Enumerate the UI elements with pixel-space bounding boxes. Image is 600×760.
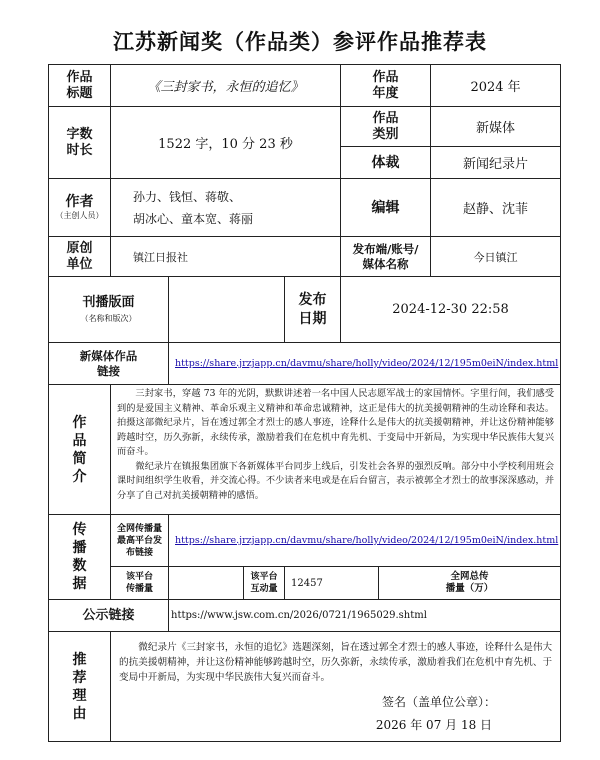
length-value: 1522 字，10 分 23 秒 [111,107,341,179]
genre-value: 新闻纪录片 [431,147,561,179]
row-unit [49,237,561,277]
row-authors [49,179,561,237]
recommendation-table [48,64,561,742]
total-spread-label: 全网总传 播量（万） [379,567,561,600]
row-summary [49,385,561,515]
row-title-year [49,65,561,107]
unit-value: 镇江日报社 [111,237,341,277]
platform-interact-value: 12457 [285,567,379,600]
platform-interact-label: 该平台 互动量 [243,567,284,599]
row-public-link [49,600,561,632]
platform-spread-label: 该平台 传播量 [111,567,169,600]
editors-value: 赵静、沈菲 [431,179,561,237]
work-title-value: 《三封家书，永恒的追忆》 [111,65,341,107]
top-platform-link[interactable]: https://share.jrzjapp.cn/davmu/share/holly/video/2024/12/195m0eiN/index.html [169,515,561,567]
length-label: 字数 时长 [49,107,111,179]
category-label: 作品 类别 [341,107,431,147]
newmedia-link[interactable]: https://share.jrzjapp.cn/davmu/share/holly/video/2024/12/195m0eiN/index.html [169,343,561,385]
page-title: 江苏新闻奖（作品类）参评作品推荐表 [113,29,487,54]
row-spread-numbers [49,567,561,600]
author-label: 作者 （主创人员） [49,179,111,237]
row-reason [49,632,561,742]
summary-paragraph-2: 微纪录片在镇报集团旗下各新媒体平台同步上线后，引发社会各界的强烈反响。部分中小学校利用班会课时间组织学生收看，并交流心得。不少读者来电或是在后台留言，表示被郭全才烈士的故事深深感动，并分享了自己对抗美援朝精神的感悟。 [117,460,555,501]
public-link[interactable]: https://www.jsw.com.cn/2026/0721/1965029.shtml [169,600,561,632]
unit-label: 原创 单位 [49,237,111,277]
work-title-label: 作品 标题 [49,65,111,107]
sign-date: 2026 年 07 月 18 日 [375,718,493,732]
spread-label: 传 播 数 据 [49,515,111,600]
category-value: 新媒体 [431,107,561,147]
row-length-category [49,107,561,147]
row-newmedia-link [49,343,561,385]
publish-date-value: 2024-12-30 22:58 [341,277,561,343]
reason-label: 推 荐 理 由 [49,632,111,742]
summary-paragraph-1: 三封家书，穿越 73 年的光阴，默默讲述着一名中国人民志愿军战士的家国情怀。字里行间，我们感受到的是爱国主义精神、革命乐观主义精神和革命忠诚精神，这正是伟大的抗美援朝精神的生动诠释和表达。拍摄这部微纪录片，旨在透过郭全才烈士的感人事迹，诠释什么是伟大的抗美援朝精神，并让这份精神能够跨越时空，历久弥新，永续传承，激励着我们在危机中育先机、于变局中开新局，为实现中华民族伟大复兴而奋斗。 [117,388,555,457]
top-platform-label: 全网传播量 最高平台发 布链接 [111,515,169,567]
publish-date-label: 发布 日期 [285,277,341,343]
row-edition [49,277,561,343]
edition-label: 刊播版面 （名称和版次） [49,277,169,343]
year-value: 2024 年 [431,65,561,107]
reason-paragraph: 微纪录片《三封家书，永恒的追忆》选题深刻，旨在透过郭全才烈士的感人事迹，诠释什么是伟大的抗美援朝精神，并让这份精神能够跨越时空，历久弥新，永续传承，激励着我们在危机中育先机、于变局中开新局，为实现中华民族伟大复兴而奋斗。 [119,642,553,683]
signature-line: 签名（盖单位公章）： [382,695,497,709]
edition-value [169,277,285,343]
editor-label: 编辑 [341,179,431,237]
publisher-label: 发布端/账号/ 媒体名称 [341,237,431,277]
publisher-value: 今日镇江 [431,237,561,277]
public-link-label: 公示链接 [49,600,169,632]
platform-spread-value [169,567,285,600]
newmedia-link-label: 新媒体作品 链接 [49,343,169,385]
authors-value: 孙力、钱恒、蒋敬、 胡冰心、童本宽、蒋丽 [111,179,341,237]
reason-text [111,632,561,742]
summary-text [111,385,561,515]
summary-label: 作 品 简 介 [49,385,111,515]
genre-label: 体裁 [341,147,431,179]
row-spread-link [49,515,561,567]
year-label: 作品 年度 [341,65,431,107]
